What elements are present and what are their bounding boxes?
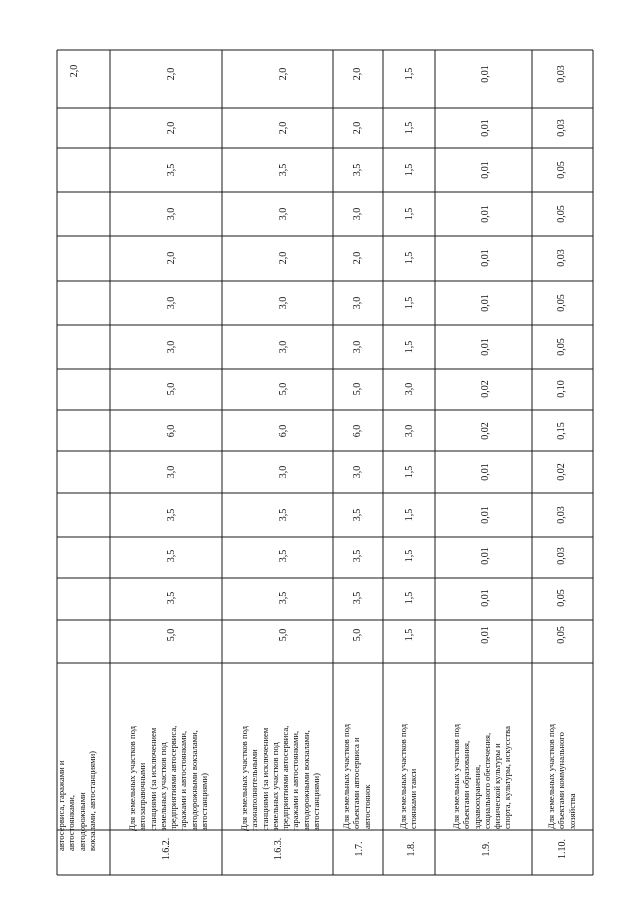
cell-value: 6,0	[352, 424, 363, 438]
cell-value: 6,0	[166, 424, 177, 438]
cell-value: 3,0	[166, 465, 177, 479]
cell-value: 0,01	[480, 626, 491, 644]
cell-value: 3,5	[352, 508, 363, 522]
cell-value: 0,05	[556, 205, 567, 223]
cell-value: 1,5	[404, 549, 415, 563]
cell-value: 2,0	[166, 251, 177, 265]
cell-value: 0,05	[556, 161, 567, 179]
cell-value: 0,01	[480, 205, 491, 223]
cell-value: 0,05	[556, 294, 567, 312]
cell-value: 3,0	[166, 207, 177, 221]
cell-value: 0,01	[480, 547, 491, 565]
cell-value: 0,01	[480, 338, 491, 356]
cell-value: 2,0	[278, 67, 289, 81]
cell-value: 1,5	[404, 251, 415, 265]
row-number: 1.10.	[557, 839, 568, 859]
cell-value: 3,5	[166, 163, 177, 177]
cell-value: 5,0	[166, 382, 177, 396]
row-description: Для земельных участков под объектами автосервиса и автостоянок	[341, 723, 372, 829]
cell-value: 0,02	[480, 422, 491, 440]
cell-value: 2,0	[278, 251, 289, 265]
row-description: Для земельных участков под стоянками такси	[398, 723, 419, 829]
cell-value: 3,5	[352, 163, 363, 177]
cell-value: 1,5	[404, 207, 415, 221]
cell-value: 0,02	[556, 463, 567, 481]
cell-value: 3,0	[166, 340, 177, 354]
cell-value: 0,01	[480, 249, 491, 267]
row-number: 1.8.	[406, 841, 417, 857]
cell-value: 2,0	[352, 121, 363, 135]
cell-value: 1,5	[404, 67, 415, 81]
cell-value: 0,01	[480, 589, 491, 607]
cell-value: 1,5	[404, 591, 415, 605]
cell-value: 2,0	[352, 67, 363, 81]
cell-value: 0,01	[480, 463, 491, 481]
cell-value: 0,01	[480, 65, 491, 83]
cell-value: 2,0	[166, 121, 177, 135]
cell-value: 6,0	[278, 424, 289, 438]
cell-value: 3,0	[352, 207, 363, 221]
row-number: 1.6.3.	[273, 837, 284, 861]
cell-value: 1,5	[404, 465, 415, 479]
cell-value: 0,05	[556, 338, 567, 356]
cell-value: 3,0	[352, 465, 363, 479]
cell-value: 3,5	[278, 163, 289, 177]
cell-value: 5,0	[166, 628, 177, 642]
cell-value: 3,5	[278, 549, 289, 563]
cell-value: 0,01	[480, 119, 491, 137]
cell-value: 3,0	[278, 296, 289, 310]
cell-value: 5,0	[352, 628, 363, 642]
cell-value: 0,15	[556, 422, 567, 440]
row-description: Для земельных участков под автозаправочными станциями (за исключением земельных участков под предприятиями автосервиса, гаражами и автостоянками, автодорожными вокзалами, автостанциями)	[127, 725, 210, 831]
row-description: Для земельных участков под газонаполнительными станциями (за исключением земельных участков под предприятиями автосервиса, гаражами и автостоянками, автодорожными вокзалами, автостанциями)	[239, 725, 322, 831]
cell-value: 2,0	[166, 67, 177, 81]
cell-value: 3,0	[278, 340, 289, 354]
cell-value: 0,05	[556, 589, 567, 607]
row-description: автосервиса, гаражами и автостоянками, автодорожными вокзалами, автостанциями)	[56, 750, 97, 851]
cell-value: 0,03	[556, 506, 567, 524]
cell-value: 0,03	[556, 65, 567, 83]
cell-value: 5,0	[352, 382, 363, 396]
cell-value: 1,5	[404, 340, 415, 354]
cell-value: 1,5	[404, 121, 415, 135]
cell-value: 0,03	[556, 547, 567, 565]
cell-value: 5,0	[278, 628, 289, 642]
cell-value: 3,5	[166, 549, 177, 563]
cell-value: 3,5	[278, 508, 289, 522]
cell-value: 3,5	[166, 591, 177, 605]
cell-value: 0,01	[480, 161, 491, 179]
cell-value: 3,5	[166, 508, 177, 522]
cell-value: 3,0	[166, 296, 177, 310]
cell-value: 3,0	[352, 340, 363, 354]
cell-value: 3,0	[404, 382, 415, 396]
cell-value: 0,02	[480, 380, 491, 398]
row-number: 1.9.	[481, 841, 492, 857]
cell-value: 1,5	[404, 628, 415, 642]
cell-value: 5,0	[278, 382, 289, 396]
cell-value: 3,0	[278, 207, 289, 221]
cell-value: 2,0	[352, 251, 363, 265]
cell-value: 0,03	[556, 249, 567, 267]
cell-value: 1,5	[404, 508, 415, 522]
cell-value: 1,5	[404, 163, 415, 177]
row-number: 1.6.2.	[161, 837, 172, 861]
cell-value: 1,5	[404, 296, 415, 310]
row-description: Для земельных участков под объектами коммунального хозяйства	[546, 723, 577, 829]
cell-value: 3,5	[278, 591, 289, 605]
cell-value: 2,0	[69, 64, 80, 78]
cell-value: 2,0	[278, 121, 289, 135]
cell-value: 0,01	[480, 294, 491, 312]
cell-value: 3,0	[278, 465, 289, 479]
cell-value: 3,0	[352, 296, 363, 310]
cell-value: 0,03	[556, 119, 567, 137]
cell-value: 0,10	[556, 380, 567, 398]
cell-value: 3,5	[352, 549, 363, 563]
row-description: Для земельных участков под объектами образования, здравоохранения, социального обеспечения, физической культуры и спорта, культуры, искусства	[451, 723, 513, 829]
cell-value: 3,5	[352, 591, 363, 605]
cell-value: 0,01	[480, 506, 491, 524]
row-number: 1.7.	[354, 841, 365, 857]
cell-value: 0,05	[556, 626, 567, 644]
cell-value: 3,0	[404, 424, 415, 438]
